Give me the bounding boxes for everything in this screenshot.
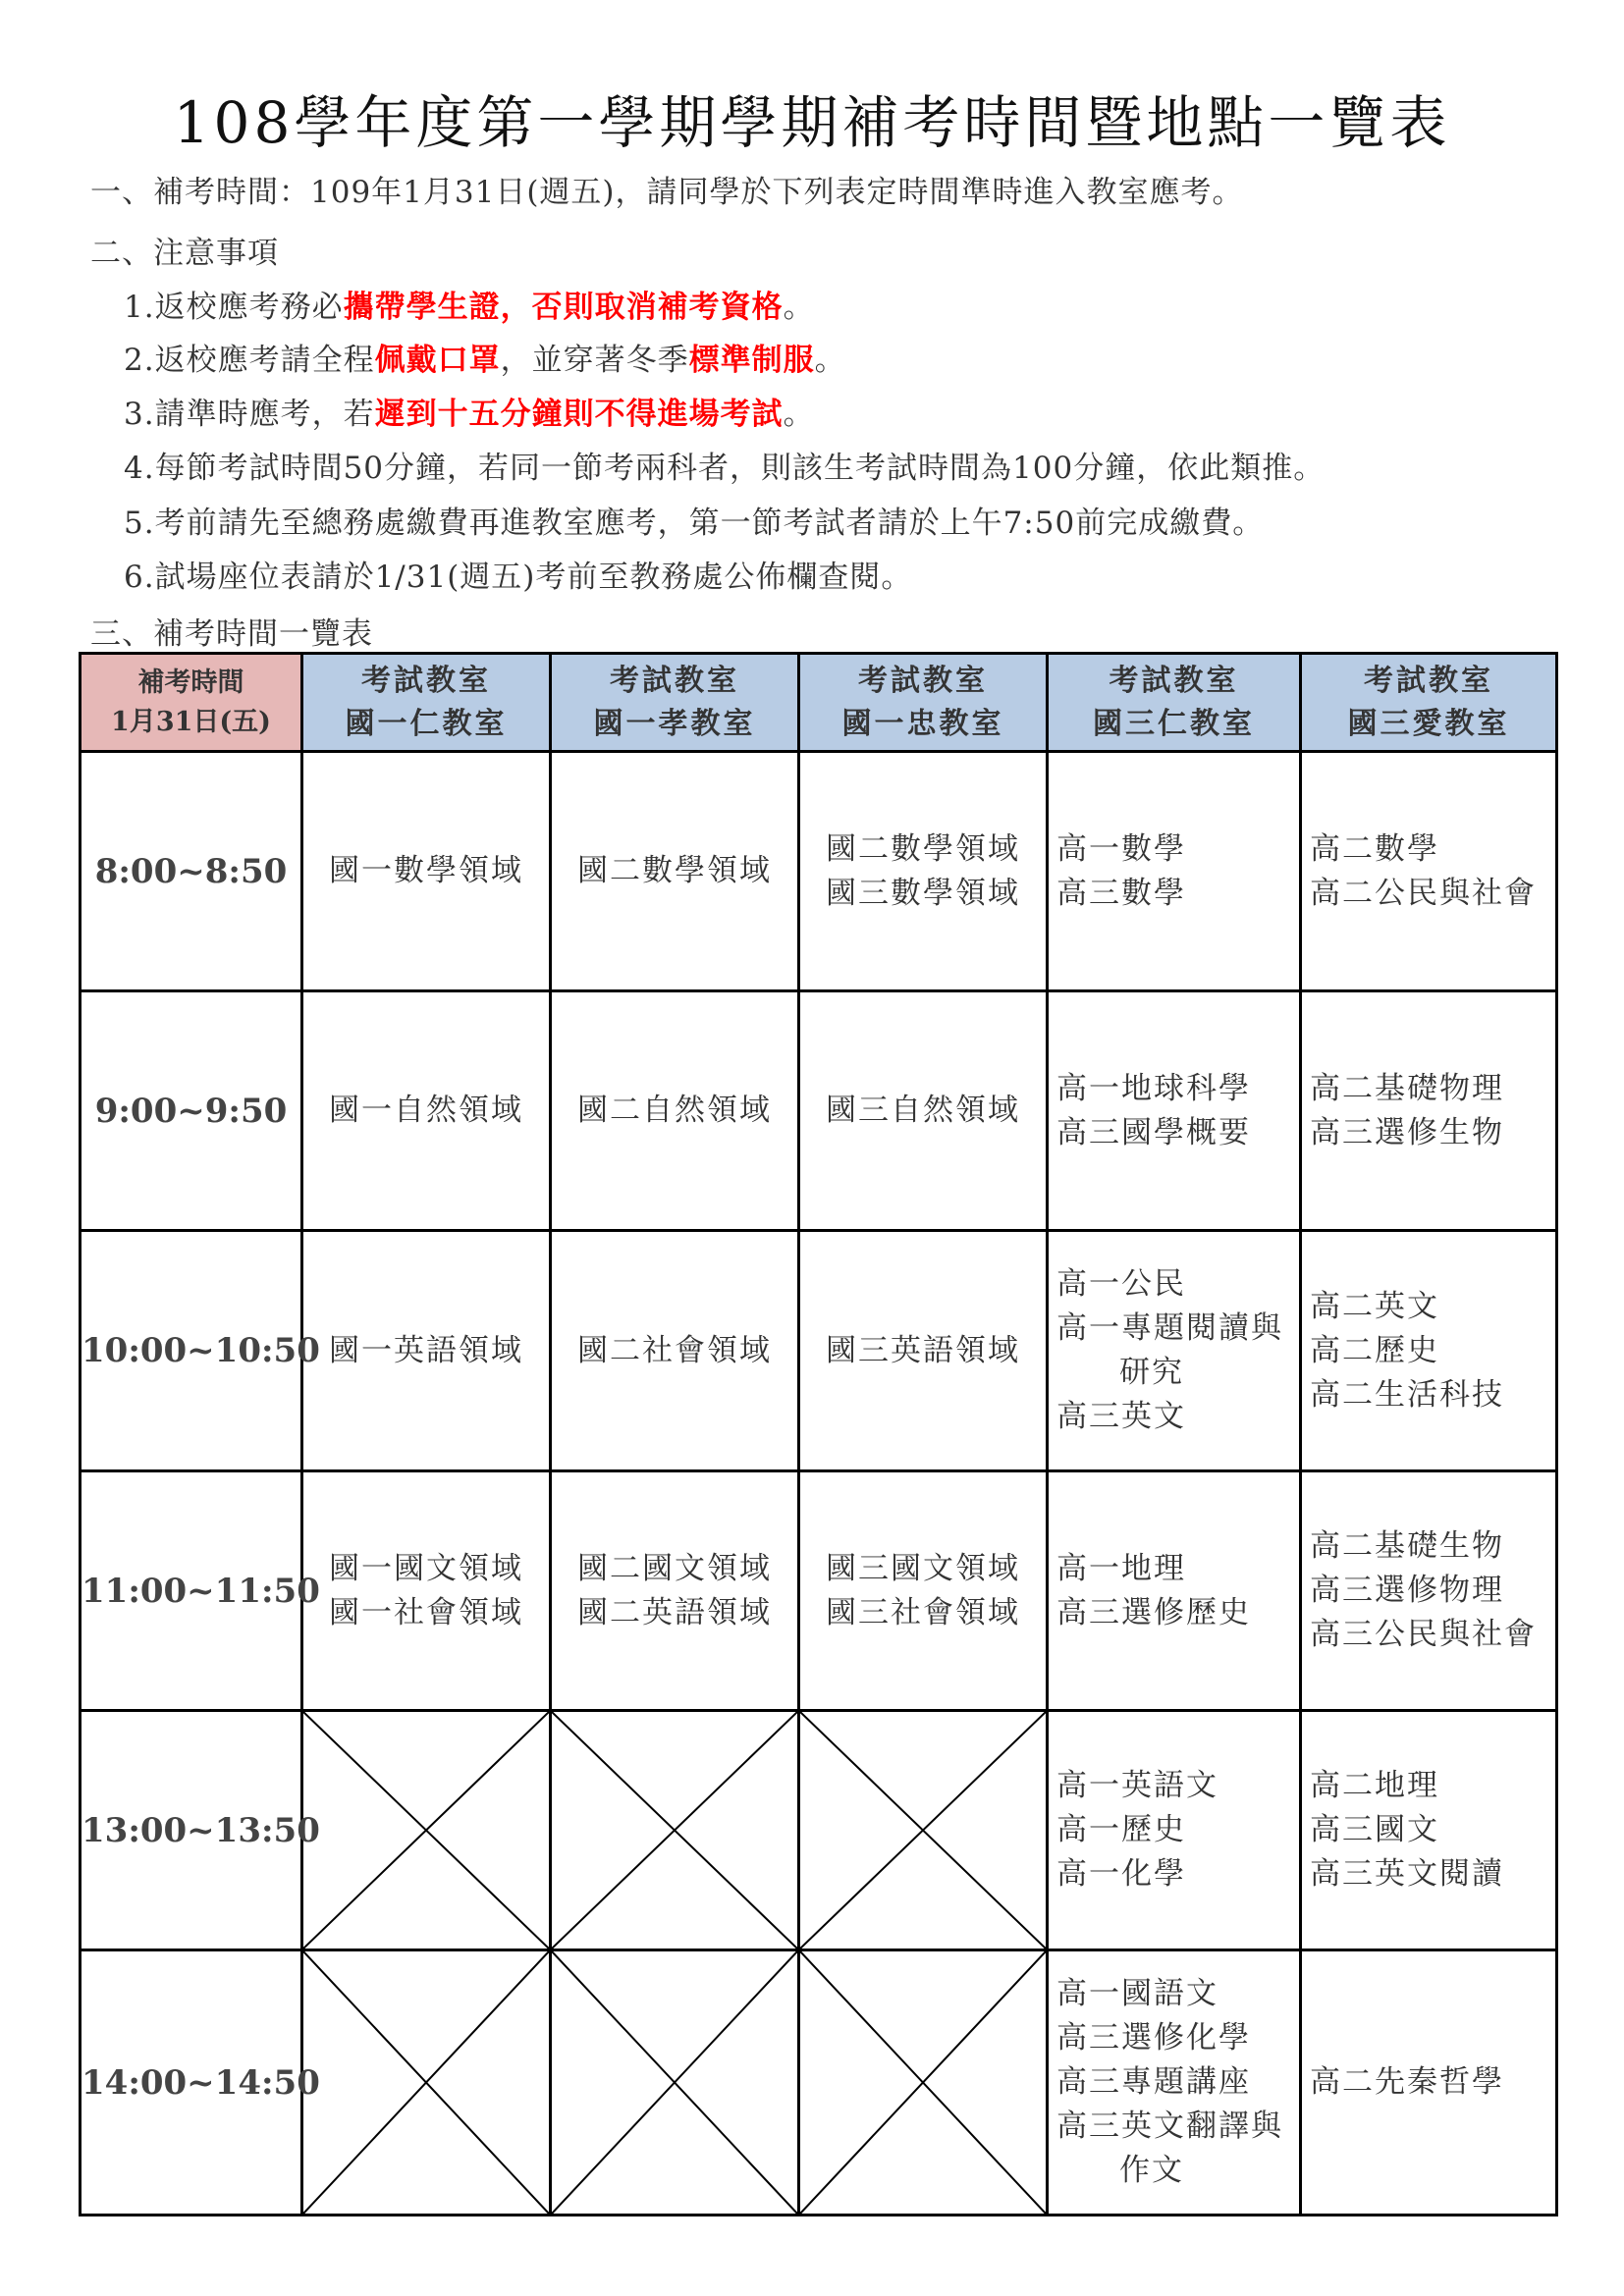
- table-cell: [1301, 752, 1557, 991]
- cross-mark-icon: [800, 1712, 1046, 1949]
- table-row: [81, 991, 1557, 1231]
- note-2: [124, 335, 846, 379]
- empty-cell-crossed: [302, 1711, 551, 1950]
- subject: 國三數學領域: [826, 875, 1020, 911]
- time-slot: 9:00~9:50: [81, 991, 302, 1231]
- subject: 高二歷史: [1310, 1332, 1439, 1368]
- room-name: 國一仁教室: [345, 706, 508, 741]
- subject: 高三數學: [1056, 875, 1186, 911]
- table-cell: [551, 752, 799, 991]
- subject: 高二生活科技: [1310, 1376, 1504, 1413]
- note-number: 4.: [124, 451, 155, 486]
- table-cell: [1048, 1711, 1301, 1950]
- subject: 高二基礎物理: [1310, 1070, 1504, 1106]
- note-emphasis: 攜帶學生證，否則取消補考資格: [343, 290, 784, 325]
- note-3: [124, 389, 815, 433]
- room-header-label: 考試教室: [1109, 663, 1239, 698]
- subject-continuation: 作文: [1119, 2153, 1184, 2188]
- table-header-row: [81, 654, 1557, 752]
- time-column-header: [81, 654, 302, 752]
- subject: 高一歷史: [1056, 1812, 1186, 1847]
- note-emphasis: 佩戴口罩: [374, 343, 501, 378]
- table-cell: [302, 1471, 551, 1711]
- table-row: [81, 1471, 1557, 1711]
- note-text: 返校應考請全程: [154, 343, 375, 378]
- cross-mark-icon: [303, 1712, 549, 1949]
- empty-cell-crossed: [799, 1711, 1048, 1950]
- table-cell: [1301, 1231, 1557, 1471]
- subject: 高二公民與社會: [1310, 875, 1537, 911]
- exam-schedule-table: [79, 652, 1558, 2216]
- subject: 高一地理: [1056, 1550, 1186, 1586]
- subject: 國三自然領域: [826, 1093, 1020, 1128]
- note-text: 。: [814, 343, 846, 378]
- table-cell: [302, 991, 551, 1231]
- note-text: 。: [783, 397, 815, 432]
- table-cell: [1048, 1471, 1301, 1711]
- subject: 國一英語領域: [329, 1332, 523, 1368]
- subject: 高一專題閱讀與: [1056, 1310, 1283, 1346]
- note-text: ，並穿著冬季: [500, 343, 689, 378]
- table-cell: [1048, 1231, 1301, 1471]
- table-cell: [551, 991, 799, 1231]
- subject: 高三專題講座: [1056, 2064, 1251, 2100]
- note-emphasis: 遲到十五分鐘則不得進場考試: [374, 397, 784, 432]
- subject: 高二基礎生物: [1310, 1528, 1504, 1564]
- table-row: [81, 1711, 1557, 1950]
- subject: 高一化學: [1056, 1856, 1186, 1892]
- subject: 國三社會領域: [826, 1594, 1020, 1630]
- room-name: 國三仁教室: [1093, 706, 1255, 741]
- subject: 高一國語文: [1056, 1976, 1218, 2011]
- subject: 高三選修物理: [1310, 1573, 1504, 1608]
- note-number: 6.: [124, 560, 155, 595]
- cross-mark-icon: [800, 1951, 1046, 2214]
- subject: 高二數學: [1310, 830, 1439, 867]
- subject: 國二數學領域: [826, 830, 1020, 867]
- note-text: 請準時應考，若: [154, 397, 375, 432]
- cross-mark-icon: [303, 1951, 549, 2214]
- note-4: [124, 443, 1325, 487]
- subject: 高一數學: [1056, 830, 1186, 867]
- cross-mark-icon: [552, 1712, 797, 1949]
- time-slot: 14:00~14:50: [81, 1950, 302, 2216]
- schedule-heading: 三、補考時間一覽表: [90, 616, 373, 652]
- table-cell: [1301, 1471, 1557, 1711]
- note-number: 3.: [124, 397, 155, 432]
- empty-cell-crossed: [551, 1950, 799, 2216]
- table-row: [81, 1231, 1557, 1471]
- subject: 國二國文領域: [577, 1550, 772, 1586]
- subject: 國一國文領域: [329, 1550, 523, 1586]
- empty-cell-crossed: [799, 1950, 1048, 2216]
- note-text: 。: [783, 290, 815, 325]
- note-text: 返校應考務必: [154, 290, 344, 325]
- subject: 國一數學領域: [329, 853, 523, 888]
- table-cell: [799, 1471, 1048, 1711]
- table-row: [81, 1950, 1557, 2216]
- page-title: 108學年度第一學期學期補考時間暨地點一覽表: [173, 89, 1451, 156]
- room-header: [302, 654, 551, 752]
- subject: 高三國文: [1310, 1812, 1439, 1847]
- subject-continuation: 研究: [1119, 1355, 1184, 1390]
- table-row: [81, 752, 1557, 991]
- empty-cell-crossed: [551, 1711, 799, 1950]
- note-number: 5.: [124, 506, 155, 541]
- table-cell: [799, 991, 1048, 1231]
- exam-time-statement: 一、補考時間：109年1月31日(週五)，請同學於下列表定時間準時進入教室應考。: [90, 175, 1244, 210]
- table-cell: [1301, 1711, 1557, 1950]
- room-header-label: 考試教室: [1364, 663, 1493, 698]
- room-header-label: 考試教室: [610, 663, 739, 698]
- subject: 高二英文: [1310, 1288, 1439, 1324]
- subject: 高二先秦哲學: [1310, 2064, 1504, 2100]
- note-1: [124, 282, 815, 326]
- time-header-label: 補考時間: [137, 667, 244, 698]
- room-header-label: 考試教室: [858, 663, 988, 698]
- subject: 高三選修歷史: [1056, 1594, 1251, 1630]
- subject: 高三選修生物: [1310, 1114, 1504, 1150]
- room-name: 國一孝教室: [593, 706, 756, 741]
- cross-mark-icon: [552, 1951, 797, 2214]
- subject: 高三國學概要: [1056, 1114, 1251, 1150]
- time-slot: 11:00~11:50: [81, 1471, 302, 1711]
- subject: 國一社會領域: [329, 1594, 523, 1630]
- subject: 高三選修化學: [1056, 2020, 1251, 2056]
- empty-cell-crossed: [302, 1950, 551, 2216]
- table-cell: [551, 1231, 799, 1471]
- notes-heading: 二、注意事項: [90, 236, 279, 271]
- table-cell: [551, 1471, 799, 1711]
- time-slot: 13:00~13:50: [81, 1711, 302, 1950]
- table-cell: [1301, 1950, 1557, 2216]
- room-header: [1301, 654, 1557, 752]
- note-number: 2.: [124, 343, 155, 378]
- subject: 國二社會領域: [577, 1332, 772, 1368]
- note-emphasis: 標準制服: [688, 343, 815, 378]
- note-text: 試場座位表請於1/31(週五)考前至教務處公佈欄查閱。: [154, 560, 913, 595]
- date-header-label: 1月31日(五): [111, 706, 271, 737]
- subject: 高一地球科學: [1056, 1070, 1251, 1106]
- room-header: [551, 654, 799, 752]
- room-header: [1048, 654, 1301, 752]
- note-5: [124, 498, 1264, 542]
- subject: 高三公民與社會: [1310, 1617, 1537, 1652]
- subject: 高三英文閱讀: [1310, 1856, 1504, 1892]
- table-cell: [799, 1231, 1048, 1471]
- table-cell: [302, 752, 551, 991]
- room-header: [799, 654, 1048, 752]
- note-number: 1.: [124, 290, 155, 325]
- time-slot: 10:00~10:50: [81, 1231, 302, 1471]
- table-cell: [1048, 991, 1301, 1231]
- table-cell: [799, 752, 1048, 991]
- time-slot: 8:00~8:50: [81, 752, 302, 991]
- table-cell: [302, 1231, 551, 1471]
- subject: 高一英語文: [1056, 1768, 1218, 1803]
- subject: 國二數學領域: [577, 853, 772, 888]
- subject: 高三英文: [1056, 1399, 1186, 1434]
- subject: 國三國文領域: [826, 1550, 1020, 1586]
- subject: 高二地理: [1310, 1768, 1439, 1803]
- room-name: 國一忠教室: [841, 706, 1004, 741]
- subject: 高一公民: [1056, 1266, 1186, 1302]
- room-name: 國三愛教室: [1347, 706, 1510, 741]
- subject: 國一自然領域: [329, 1093, 523, 1128]
- note-text: 考前請先至總務處繳費再進教室應考，第一節考試者請於上午7:50前完成繳費。: [154, 506, 1265, 541]
- subject: 高三英文翻譯與: [1056, 2109, 1283, 2144]
- note-text: 每節考試時間50分鐘，若同一節考兩科者，則該生考試時間為100分鐘，依此類推。: [154, 451, 1326, 486]
- subject: 國二英語領域: [577, 1594, 772, 1630]
- note-6: [124, 552, 912, 596]
- subject: 國二自然領域: [577, 1093, 772, 1128]
- table-cell: [1048, 752, 1301, 991]
- table-cell: [1048, 1950, 1301, 2216]
- room-header-label: 考試教室: [361, 663, 491, 698]
- subject: 國三英語領域: [826, 1332, 1020, 1368]
- table-cell: [1301, 991, 1557, 1231]
